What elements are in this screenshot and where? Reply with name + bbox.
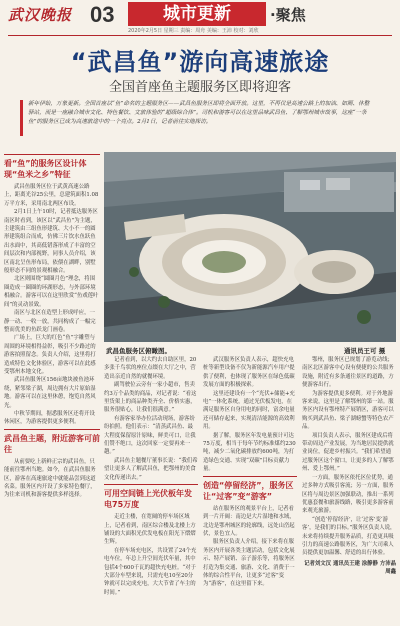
subheadline: 全国首座鱼主题服务区即将迎客	[108, 80, 291, 95]
paragraph: 武昌鱼服务区156亩地块被鱼池环绕，紧邻梁子湖，周边拥有大片原始湿地。游客可以在这里休憩，饱览自然风光。	[4, 377, 96, 409]
paragraph: 北区则围绕“圆圈月色”理念，将围圈造成一圈圈的环湖形态，与外部环境相融合。游客可以在这里欣赏“鱼戏莲叶间”的灵动景致。	[4, 276, 99, 308]
paragraph: 在停车场充电区，共设置了24个充电车位，年总上升空间光伏年量，其中包括4个600千瓦的超快充电桩。“对于大部分车型来说，只需充电10至20分钟就可以完成充电，大大节省了车主的时间。”	[104, 547, 197, 596]
paragraph: 副驾驶位云旁有一家小超市，售卖约3万个品类的商品，对记者说：“看这里货架上的商品种类齐全、价格实惠，服务很贴心，让我们很满意。”	[104, 382, 197, 414]
dateline: 2020年2月5日 星期三 责编：周舟 美编：王沛 校对：刘欣	[128, 28, 259, 34]
photo-credit: 通讯员王可 摄	[344, 347, 386, 355]
paragraph: 记者看到，以大约去自助区里，20多张千鸟状的座位点缀在大厅之中，营造出亲近自然的就餐环境。	[104, 357, 197, 380]
paragraph: 鄂州，服务区已规划了游览动线；南区北区游客中心设有便捷的公共服务设施，附近有多条通往景区的道路，方便游客出行。	[302, 357, 394, 389]
header-divider	[8, 35, 392, 36]
page-number: 03	[90, 2, 115, 27]
column-subheading: 创造“停留经济”，服务区让“过客”变“游客”	[203, 476, 297, 502]
paragraph: 服务区负责人介绍，接下来将在服务区内开展各类主题活动，包括文化展示、特产展销、亲子游乐等，将服务区打造为集交通、旅游、文化、消费于一体的综合性平台，让更多“过客”变为“游客”，在这里留下来。	[203, 539, 295, 588]
paragraph: 这里还建设有一个“光伏+储能+充电”一体化系统，通过光伏板发电，在满足服务区自身用电的同时，富余电量还可储存起来，实现清洁能源的高效利用。	[203, 390, 295, 431]
body-column-1	[104, 356, 198, 618]
paragraph: 广场上，巨大的红色“鱼”字雕塑与周围的环境相得益彰，吸引不少路过的游客拍照留念。负责人介绍，这里将打造成特色文化体验区，游客可以在此感受鄂州本地文化。	[4, 335, 96, 375]
body-column-3	[302, 356, 396, 618]
paragraph: 武昌鱼主题餐厅董事长说：“我们希望让更多人了解武昌鱼，把鄂州的美食文化传递出去。”	[104, 457, 198, 481]
paragraph: 从前要吃上新鲜正宗的武昌鱼，只能前往鄂州当地。如今，在武昌鱼服务区，游客在高速旅途中就能品尝到这道名菜。服务区内开设了多家特色餐厅，为往来司机和游客提供多样选择。	[4, 458, 96, 499]
paragraph: 站在服务区的观景平台上，记者看到一片开阔：南边是大片湿地和水域，北边是鄂州城区的轮廓线，远处山峦起伏，景色宜人。	[203, 505, 295, 537]
headline: “武昌鱼”游向高速旅途	[70, 48, 330, 76]
lead-paragraph: 新年伊始，万象更新。全国首座以“鱼”命名的主题服务区——武昌鱼服务区即将全面开放。这里，不再仅是高速公路上的加油、如厕、休整驿站，而是一座融合城市文化、特色餐饮、文旅体验的“超级综合体”。司机和游客可以在这里品味武昌鱼、了解鄂州城市故事，这座“一条鱼”的服务区已成为高速旅途中的一个亮点。2月1日，记者前往实地探访。	[28, 101, 370, 125]
photo-caption: 武昌鱼服务区俯瞰图。	[106, 347, 171, 355]
paragraph: 中秋节期间，据悉服务区还将开设休闲区，为游客提供更多便利。	[4, 410, 95, 426]
section-subtitle: ·聚焦	[270, 6, 306, 24]
paragraph: 据了解，服务区年发电量预计可达75万度，相当于每年节约标准煤约230吨，减少二氧化碳排放约600吨，为打造绿色交通、实现“双碳”目标贡献力量。	[203, 432, 296, 473]
body-column-2	[203, 356, 297, 618]
section-title: 城市更新	[128, 2, 266, 26]
aerial-photo	[104, 152, 396, 342]
column-subheading: 看“鱼”的服务区设计体现“鱼米之乡”特征	[4, 154, 100, 180]
paragraph: 武昌鱼服务区位于武黄高速公路上，距离光谷25公里，总建筑面积1.08万平方米，采用南北两区布设。	[4, 184, 99, 207]
masthead: 武汉晚报	[8, 6, 73, 24]
byline: 记者刘文汉 通讯员王建 涂静静 方沛晶 周鑫	[304, 560, 396, 576]
paragraph: 一方面，服务区依托区位优势，通过多种方式吸引客流；另一方面，服务区将与周边景区加强联动，推出一系列优惠套餐和旅游线路，吸引更多游客前来观光旅游。	[302, 474, 394, 515]
paragraph: 为游客提供更多便利。对于外地游客来说，这里是了解鄂州的第一站。服务区内设有鄂州特产展销区，游客可以购买到武昌鱼、梁子湖螃蟹等特色农产品。	[302, 390, 394, 431]
paragraph: 走近主楼，在宽阔的停车场区域上，记者看到，南区综合楼及北楼上方铺设的大面积光伏发电板在阳光下熠熠生辉。	[104, 514, 196, 546]
page-header	[0, 0, 400, 32]
paragraph: 2月1日上午10时，记者抵达服务区南区时看到，该区以“武昌鱼”为主题，主建筑由三组鱼形建筑、大小不一的圆形建筑组合而成，仿佛三片饮水鱼跃鱼出水面中，其高低错落形成了丰富的空间层次和内部视野，同事人员介绍，该区南北呈鱼形布局，依偎在湖畔，别墅般形态不同的景观相融合。	[4, 209, 98, 275]
paragraph: 项目负责人表示，服务区建成后将带动周边产业发展，为当地居民提供就业岗位，促进乡村振兴。“我们希望通过服务区这个窗口，让更多的人了解鄂州、爱上鄂州。”	[302, 432, 394, 473]
paragraph: “创造‘停留经济’，让‘过客’变‘游客’，是我们的目标。”服务区负责人说，未来将持续提升服务品质，打造更具吸引力的高速公路服务区，为广大司乘人员提供更加温馨、舒适的出行体验。	[302, 516, 396, 557]
paragraph: 武汉服务区负责人表示，超快充电桩等新型设备不仅为新能源汽车用户提供了便利，也体现了服务区在绿色低碳发展方面的积极探索。	[203, 357, 295, 389]
lead-accent-bar	[20, 100, 23, 136]
left-column	[4, 152, 100, 500]
service-area-aerial-image	[104, 152, 396, 342]
paragraph: 南区与北区在造型上形成呼应，一静一动、一收一放，共同构成了一幅完整而优美的鱼跃龙门画卷。	[4, 310, 96, 333]
column-subheading: 可用空间链上光伏板年发电75万度	[104, 484, 198, 510]
paragraph: 有游客家举办位活动现场，游客纷纷拍照。他们表示：“清蒸武昌鱼、最大程度保留原汁原味，鲜美可口，让我们赞不绝口，这次回家一定要再来一趟。”	[104, 415, 196, 456]
column-subheading: 武昌鱼主题，附近游客可前往	[4, 429, 100, 455]
article-body	[104, 356, 396, 618]
